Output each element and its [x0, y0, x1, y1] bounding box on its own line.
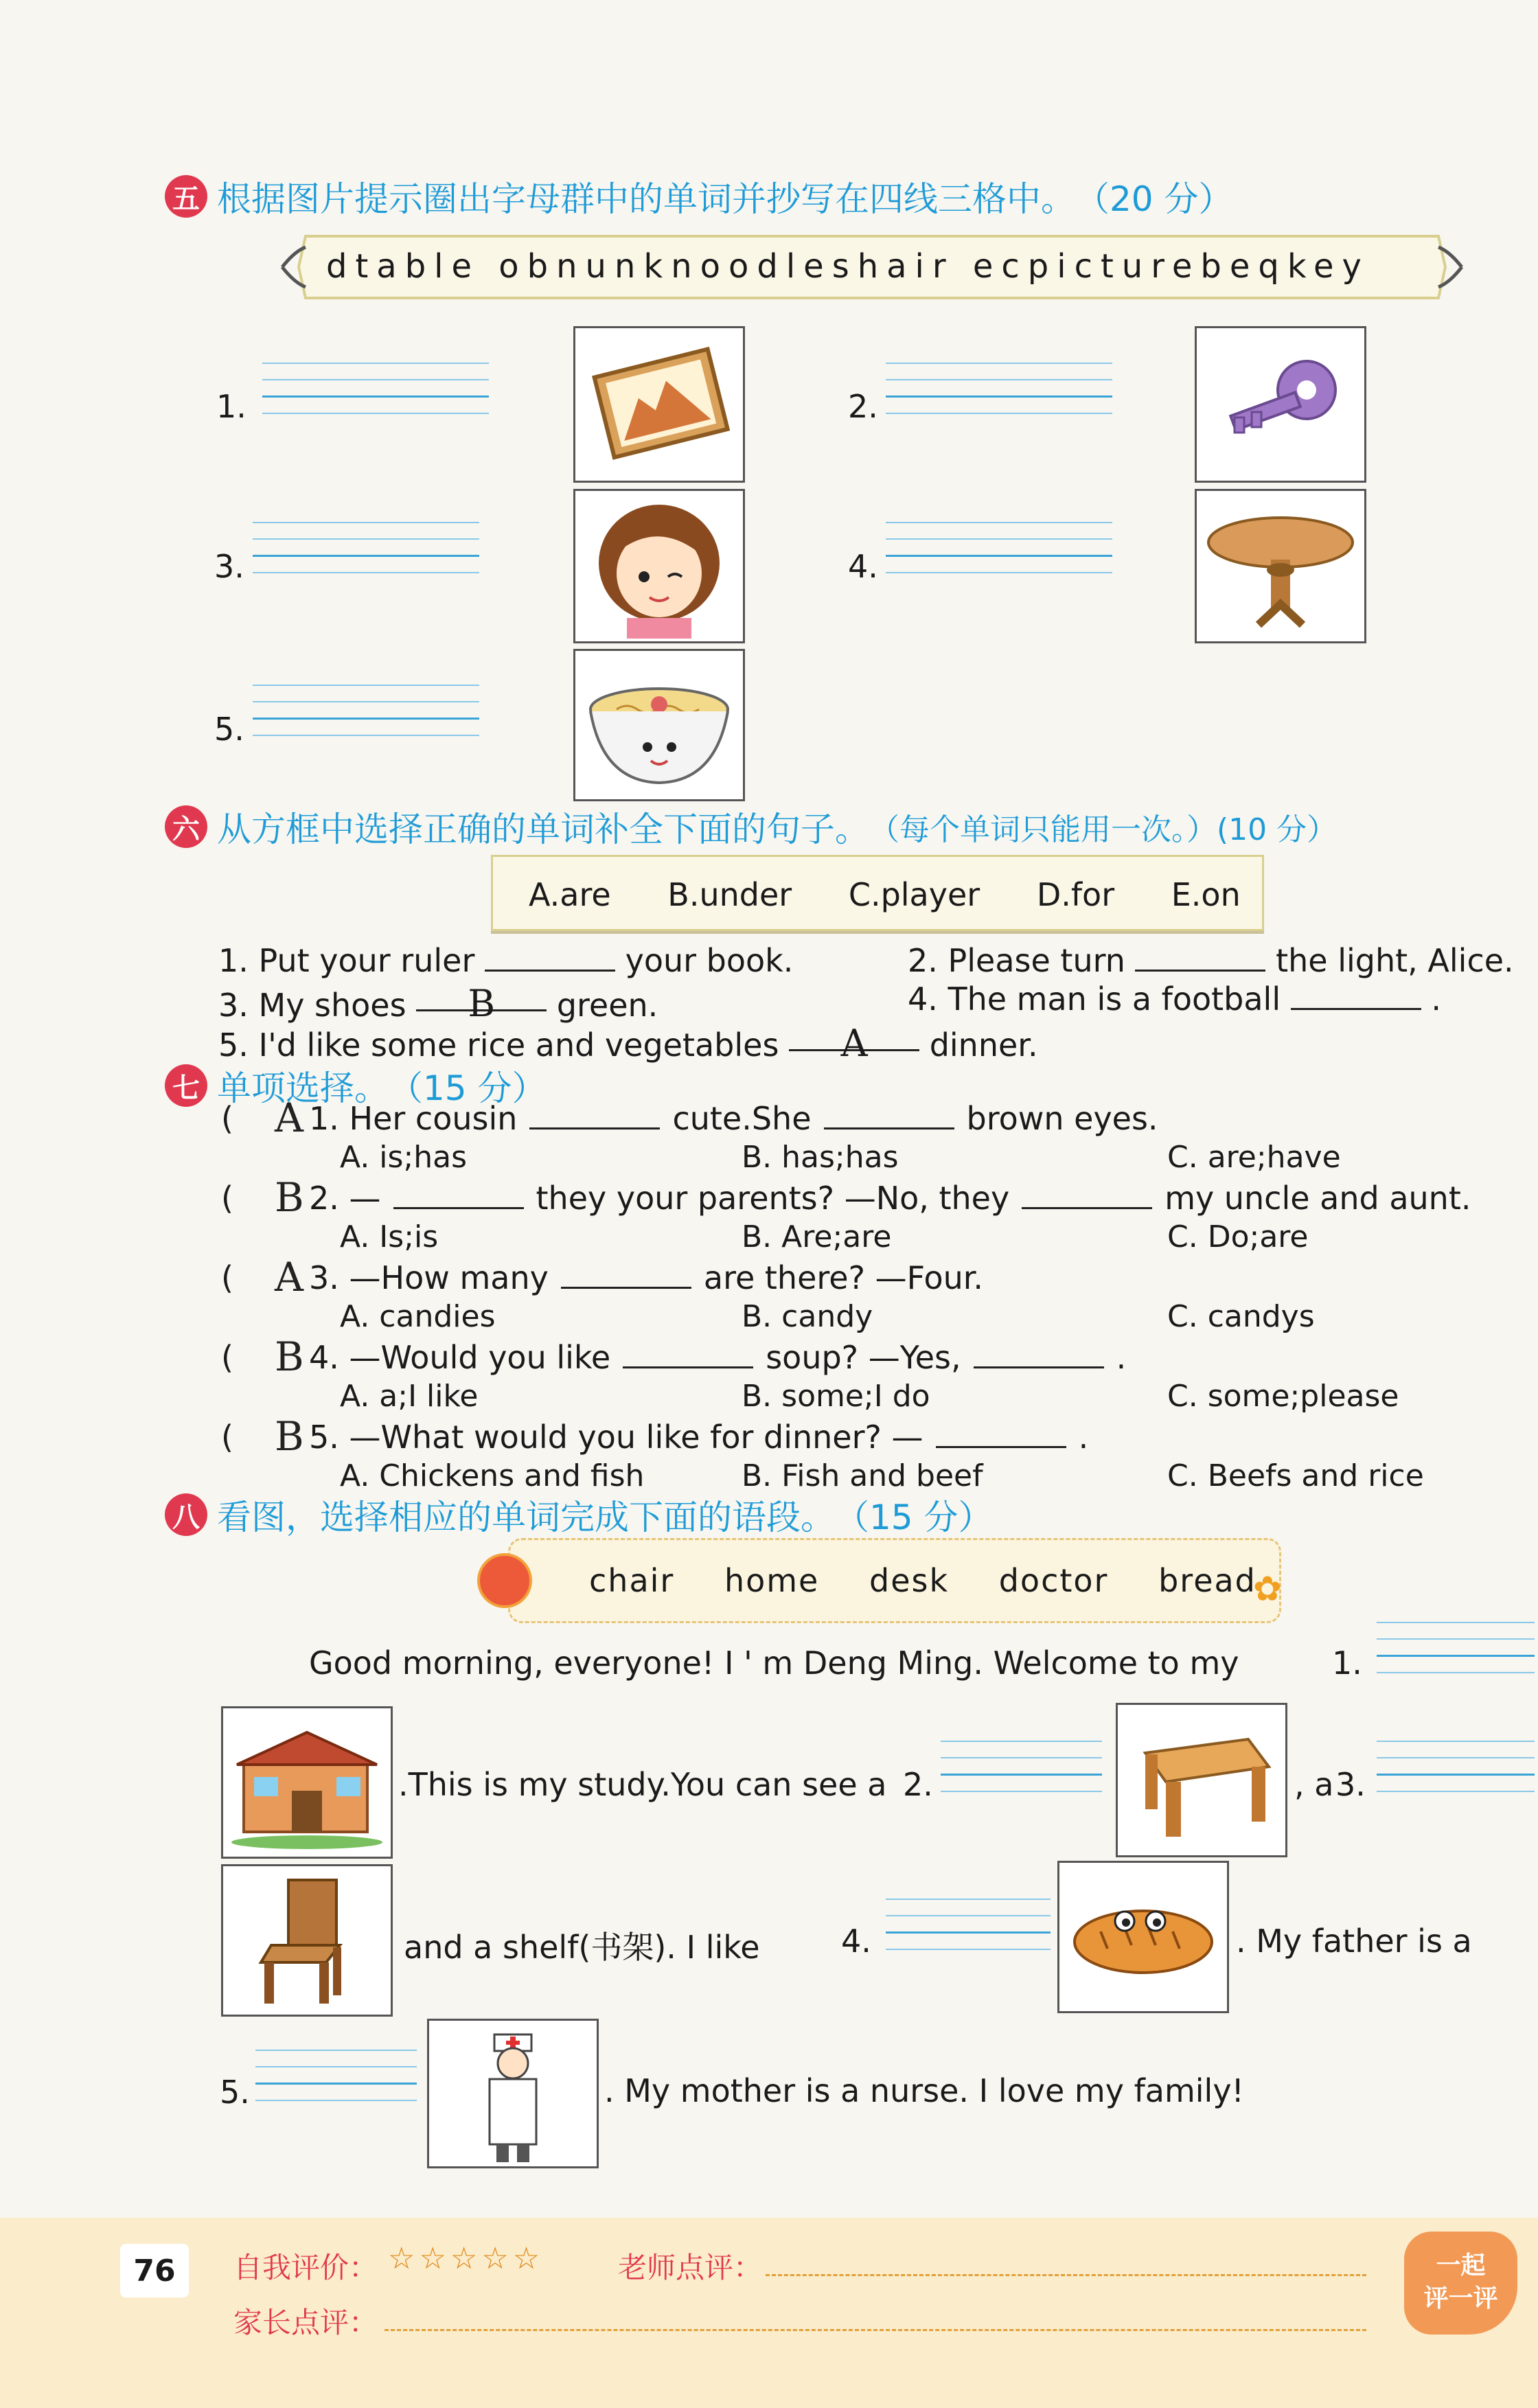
candy-icon — [477, 1553, 532, 1608]
option-c: C.player — [848, 876, 980, 913]
section-5-heading — [165, 172, 1233, 221]
doctor-icon — [427, 2019, 599, 2168]
option-b[interactable]: B. some;I do — [742, 1379, 930, 1414]
section-title: 根据图片提示圈出字母群中的单词并抄写在四线三格中。 — [217, 179, 1075, 219]
key-icon — [1195, 326, 1366, 483]
answer-blank[interactable] — [974, 1339, 1104, 1368]
option-a[interactable]: A. Chickens and fish — [340, 1458, 645, 1493]
self-eval-label: 自我评价： — [233, 2251, 378, 2284]
answer-blank[interactable]: B — [416, 982, 547, 1011]
handwritten-answer[interactable]: B — [275, 1333, 304, 1380]
girl-hair-icon — [573, 489, 745, 643]
answer-blank[interactable] — [623, 1339, 753, 1368]
answer-blank[interactable]: A — [789, 1022, 919, 1051]
item-number: 4. — [848, 548, 878, 585]
handwritten-answer[interactable]: A — [275, 1254, 303, 1300]
chair-icon — [221, 1864, 393, 2017]
option-c[interactable]: C. Do;are — [1167, 1219, 1309, 1254]
section-6-heading — [165, 802, 1337, 851]
question-text: 2. — they your parents? —No, they my uncle and aunt. — [309, 1180, 1471, 1217]
answer-blank[interactable] — [485, 942, 615, 972]
option-a[interactable]: A. candies — [340, 1299, 496, 1334]
option-c[interactable]: C. are;have — [1167, 1140, 1341, 1175]
section-number-badge: 五 — [165, 175, 207, 218]
section-8-heading — [165, 1490, 993, 1539]
sentence-3: 3. My shoes B green. — [218, 982, 658, 1025]
paragraph-line-3: and a shelf(书架). I like — [404, 1929, 760, 1966]
section-title: 看图，选择相应的单词完成下面的语段。 — [217, 1498, 835, 1537]
writing-lines[interactable] — [886, 522, 1112, 590]
answer-paren: ( — [221, 1180, 233, 1217]
answer-paren: ( — [221, 1100, 233, 1137]
writing-lines[interactable] — [262, 363, 489, 431]
answer-blank[interactable] — [561, 1259, 691, 1289]
handwritten-answer[interactable]: B — [275, 1174, 304, 1221]
parent-comment-field[interactable] — [384, 2329, 1366, 2331]
option-b: B.under — [667, 876, 792, 913]
question-text: 4. —Would you like soup? —Yes, . — [309, 1339, 1127, 1376]
word-bread: bread — [1158, 1562, 1256, 1599]
option-c[interactable]: C. Beefs and rice — [1167, 1458, 1424, 1493]
option-b[interactable]: B. has;has — [742, 1140, 899, 1175]
answer-blank[interactable] — [393, 1180, 524, 1209]
handwritten-answer[interactable]: A — [275, 1094, 303, 1141]
paragraph-line-2: .This is my study.You can see a — [398, 1766, 887, 1803]
blank-number: 4. — [841, 1923, 871, 1960]
answer-blank[interactable] — [824, 1100, 954, 1130]
word-desk: desk — [869, 1562, 950, 1599]
word-box — [491, 855, 1264, 931]
word-doctor: doctor — [998, 1562, 1109, 1599]
evaluate-badge: 一起 评一评 — [1404, 2232, 1517, 2335]
question-text: 3. —How many are there? —Four. — [309, 1259, 984, 1296]
answer-paren: ( — [221, 1259, 233, 1296]
evaluation-footer — [0, 2218, 1538, 2408]
word-chair: chair — [589, 1562, 675, 1599]
round-table-icon — [1195, 489, 1366, 643]
word-home: home — [724, 1562, 820, 1599]
handwritten-answer[interactable]: B — [275, 1413, 304, 1460]
parent-comment-label: 家长点评： — [233, 2306, 378, 2339]
writing-lines[interactable] — [886, 363, 1112, 431]
teacher-comment-label: 老师点评： — [618, 2251, 763, 2284]
blank-number: 3. — [1335, 1766, 1366, 1803]
sentence-1: 1. Put your ruler your book. — [218, 942, 794, 979]
paragraph-line-4: . My mother is a nurse. I love my family! — [604, 2072, 1244, 2109]
noodle-bowl-icon — [573, 649, 745, 801]
section-number-badge: 七 — [165, 1064, 207, 1107]
bread-icon — [1057, 1861, 1229, 2013]
paragraph-text: , a — [1294, 1766, 1334, 1803]
item-number: 5. — [214, 711, 244, 748]
blank-number: 2. — [903, 1766, 933, 1803]
writing-lines[interactable] — [941, 1741, 1102, 1809]
sentence-4: 4. The man is a football . — [908, 981, 1441, 1018]
paragraph-line-1: Good morning, everyone! I ' m Deng Ming. Welcome to my — [309, 1644, 1239, 1682]
section-number-badge: 六 — [165, 805, 207, 848]
option-b[interactable]: B. candy — [742, 1299, 873, 1334]
word-bank — [508, 1538, 1281, 1623]
answer-blank[interactable] — [936, 1419, 1066, 1448]
answer-blank[interactable] — [1022, 1180, 1152, 1209]
option-a[interactable]: A. a;I like — [340, 1379, 479, 1414]
option-c[interactable]: C. some;please — [1167, 1379, 1399, 1414]
option-b[interactable]: B. Fish and beef — [742, 1458, 983, 1493]
section-score: （15 分） — [835, 1498, 993, 1537]
section-score: （每个单词只能用一次。）(10 分） — [869, 812, 1338, 847]
writing-lines[interactable] — [253, 685, 479, 753]
answer-blank[interactable] — [1135, 942, 1265, 972]
flower-icon: ✿ — [1253, 1569, 1282, 1609]
writing-lines[interactable] — [255, 2050, 417, 2118]
rating-stars[interactable]: ☆☆☆☆☆ — [388, 2241, 544, 2276]
letter-strip — [278, 232, 1466, 302]
option-c[interactable]: C. candys — [1167, 1299, 1315, 1334]
section-score: （20 分） — [1075, 179, 1233, 219]
option-a[interactable]: A. Is;is — [340, 1219, 439, 1254]
desk-icon — [1116, 1703, 1287, 1857]
item-number: 2. — [848, 388, 878, 425]
blank-number: 1. — [1332, 1644, 1362, 1682]
item-number: 1. — [216, 388, 246, 425]
option-a: A.are — [529, 876, 611, 913]
paragraph-text: . My father is a — [1236, 1923, 1472, 1960]
question-text: 5. —What would you like for dinner? — . — [309, 1419, 1089, 1456]
blank-number: 5. — [220, 2074, 250, 2111]
writing-lines[interactable] — [886, 1899, 1051, 1967]
home-building-icon — [221, 1706, 393, 1859]
option-e: E.on — [1171, 876, 1241, 913]
sentence-2: 2. Please turn the light, Alice. — [908, 942, 1514, 979]
section-title: 从方框中选择正确的单词补全下面的句子。 — [217, 810, 869, 849]
teacher-comment-field[interactable] — [766, 2274, 1366, 2276]
section-title: 单项选择。 — [217, 1068, 389, 1108]
section-score: （15 分） — [389, 1068, 547, 1108]
section-number-badge: 八 — [165, 1493, 207, 1536]
question-text: 1. Her cousin cute.She brown eyes. — [309, 1100, 1158, 1137]
option-a[interactable]: A. is;has — [340, 1140, 468, 1175]
answer-paren: ( — [221, 1419, 233, 1456]
item-number: 3. — [214, 548, 244, 585]
sentence-5: 5. I'd like some rice and vegetables A dinner. — [218, 1022, 1038, 1065]
answer-blank[interactable] — [529, 1100, 660, 1130]
answer-blank[interactable] — [1291, 981, 1421, 1010]
option-d: D.for — [1036, 876, 1115, 913]
picture-frame-icon — [573, 326, 745, 483]
writing-lines[interactable] — [1377, 1622, 1535, 1690]
writing-lines[interactable] — [253, 522, 479, 590]
writing-lines[interactable] — [1377, 1741, 1535, 1809]
page-number: 76 — [120, 2244, 189, 2297]
answer-paren: ( — [221, 1339, 233, 1376]
letter-group: dtable obnunknoodleshair ecpicturebeqkey — [326, 247, 1370, 286]
option-b[interactable]: B. Are;are — [742, 1219, 892, 1254]
